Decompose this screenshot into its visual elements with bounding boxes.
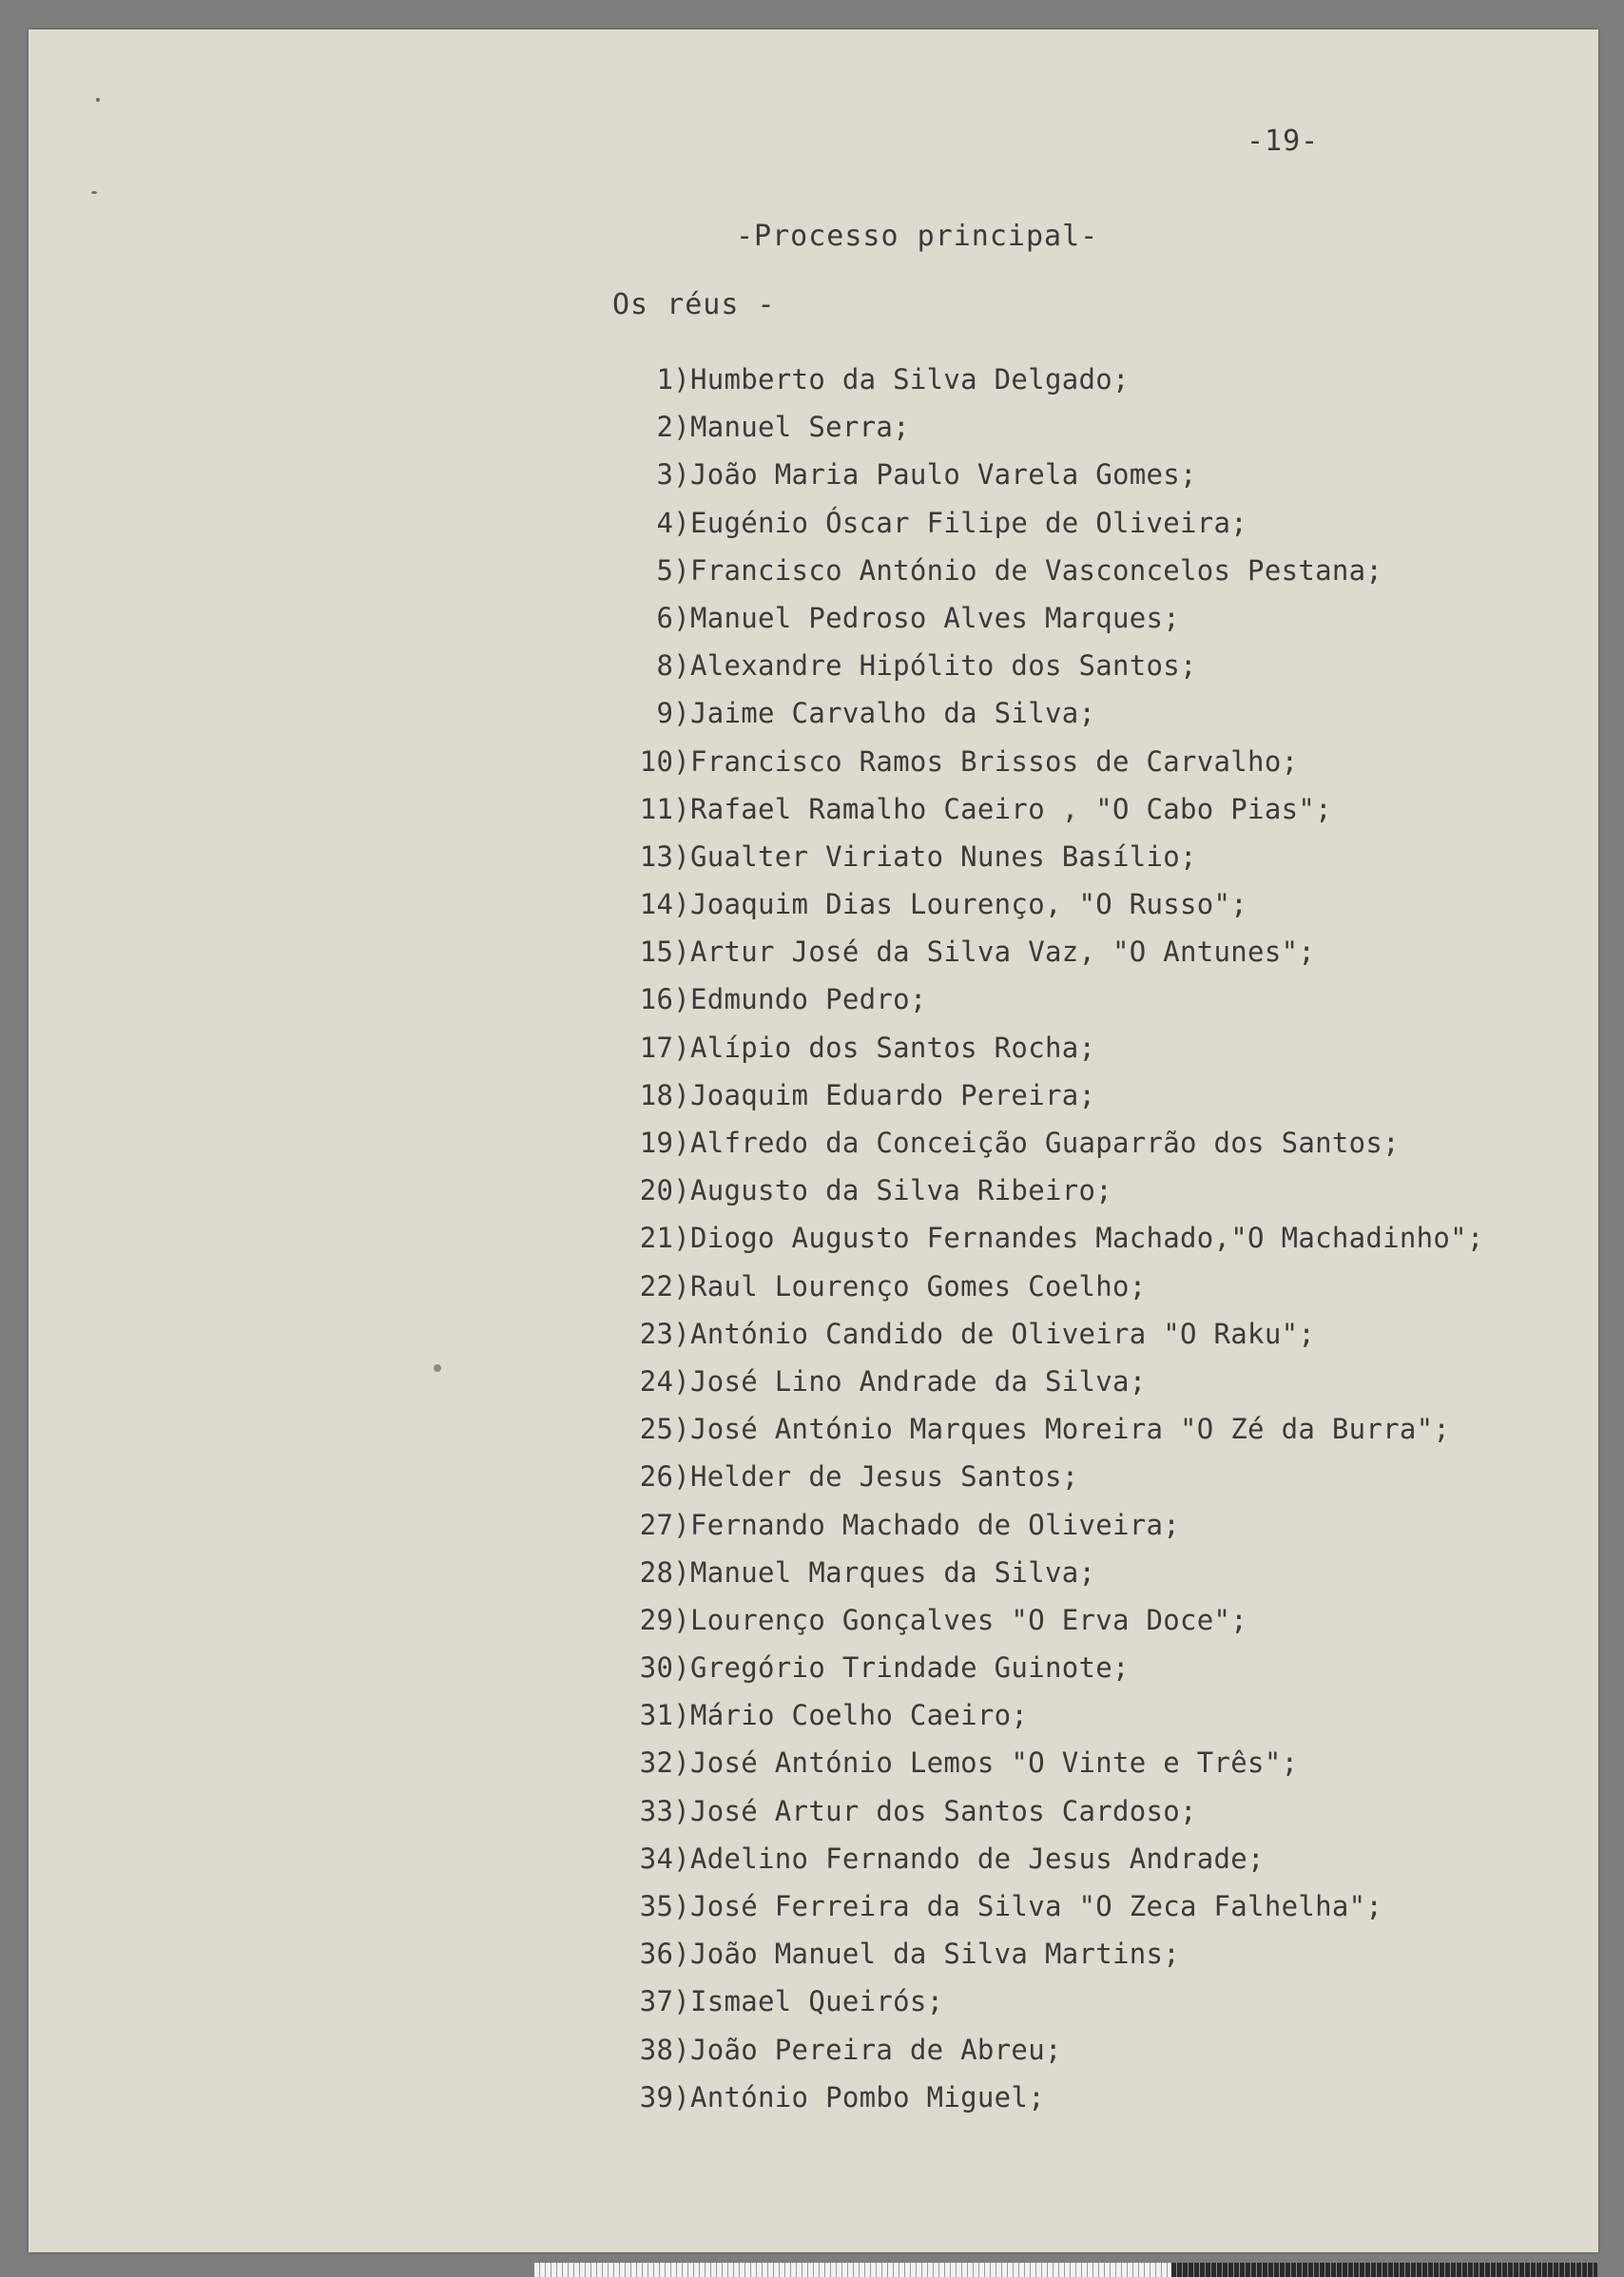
- defendant-number: 21): [639, 1222, 690, 1255]
- defendant-number: 31): [639, 1699, 690, 1732]
- defendant-name: José António Marques Moreira "O Zé da Burra";: [690, 1413, 1451, 1446]
- defendant-name: Eugénio Óscar Filipe de Oliveira;: [690, 506, 1248, 539]
- defendant-entry: [637, 1263, 1484, 1310]
- defendant-number: 13): [639, 839, 690, 873]
- defendant-name: Rafael Ramalho Caeiro , "O Cabo Pias";: [690, 792, 1332, 825]
- defendant-number: 5): [656, 553, 690, 587]
- defendant-number: 35): [639, 1890, 690, 1922]
- defendant-number: 2): [656, 411, 690, 444]
- defendant-entry: [637, 1596, 1484, 1644]
- defendant-name: Francisco António de Vasconcelos Pestana;: [690, 553, 1383, 587]
- defendant-entry: [637, 1167, 1484, 1214]
- defendant-name: João Pereira de Abreu;: [690, 2033, 1062, 2066]
- defendant-number: 4): [656, 506, 690, 539]
- defendant-entry: [637, 1358, 1484, 1405]
- defendant-number: 34): [639, 1842, 690, 1875]
- defendant-name: Alípio dos Santos Rocha;: [690, 1031, 1096, 1064]
- defendant-number: 1): [656, 363, 690, 396]
- defendant-name: Jaime Carvalho da Silva;: [690, 697, 1096, 730]
- defendant-name: Manuel Pedroso Alves Marques;: [690, 601, 1181, 634]
- defendant-entry: [637, 738, 1484, 785]
- defendant-entry: [637, 1787, 1484, 1835]
- defendant-name: Alfredo da Conceição Guaparrão dos Santos;: [690, 1127, 1400, 1159]
- defendant-entry: [637, 499, 1484, 547]
- defendant-name: Mário Coelho Caeiro;: [690, 1699, 1029, 1732]
- defendant-name: Artur José da Silva Vaz, "O Antunes";: [690, 936, 1316, 969]
- defendant-entry: [637, 1549, 1484, 1596]
- defendant-number: 32): [639, 1746, 690, 1780]
- defendant-entry: [637, 1978, 1484, 2025]
- defendant-entry: [637, 880, 1484, 928]
- defendants-intro: Os réus -: [612, 288, 776, 321]
- defendant-number: 9): [656, 697, 690, 730]
- defendant-entry: [637, 1644, 1484, 1691]
- defendant-entry: [637, 975, 1484, 1023]
- defendant-entry: [637, 1882, 1484, 1930]
- defendant-number: 14): [639, 888, 690, 921]
- defendant-entry: [637, 1691, 1484, 1739]
- defendant-name: Joaquim Dias Lourenço, "O Russo";: [690, 888, 1248, 921]
- defendant-number: 28): [639, 1555, 690, 1589]
- defendant-name: António Candido de Oliveira "O Raku";: [690, 1317, 1316, 1350]
- defendant-number: 8): [656, 649, 690, 683]
- defendant-name: Raul Lourenço Gomes Coelho;: [690, 1269, 1147, 1303]
- defendant-name: Helder de Jesus Santos;: [690, 1460, 1079, 1494]
- defendant-entry: [637, 1214, 1484, 1262]
- defendant-name: Humberto da Silva Delgado;: [690, 363, 1130, 396]
- defendant-number: 23): [639, 1317, 690, 1350]
- defendant-name: Adelino Fernando de Jesus Andrade;: [690, 1842, 1265, 1875]
- defendant-number: 30): [639, 1651, 690, 1685]
- defendant-number: 19): [639, 1127, 690, 1159]
- defendant-entry: [637, 1501, 1484, 1549]
- defendant-name: Ismael Queirós;: [690, 1985, 944, 2018]
- defendant-name: Gregório Trindade Guinote;: [690, 1651, 1130, 1685]
- defendant-entry: [637, 1405, 1484, 1453]
- defendant-entry: [637, 1024, 1484, 1071]
- defendant-name: Diogo Augusto Fernandes Machado,"O Machadinho";: [690, 1222, 1484, 1255]
- defendant-name: Francisco Ramos Brissos de Carvalho;: [690, 744, 1299, 778]
- defendant-number: 11): [639, 792, 690, 825]
- defendant-name: João Manuel da Silva Martins;: [690, 1938, 1181, 1971]
- defendant-number: 36): [639, 1938, 690, 1971]
- defendant-name: Joaquim Eduardo Pereira;: [690, 1078, 1096, 1111]
- defendant-number: 20): [639, 1174, 690, 1207]
- defendant-number: 10): [639, 744, 690, 778]
- defendant-number: 37): [639, 1985, 690, 2018]
- defendant-number: 15): [639, 936, 690, 969]
- defendant-name: Edmundo Pedro;: [690, 983, 927, 1016]
- defendant-number: 33): [639, 1794, 690, 1827]
- defendant-number: 3): [656, 458, 690, 492]
- defendant-entry: [637, 833, 1484, 880]
- defendant-name: Manuel Serra;: [690, 411, 910, 444]
- defendant-number: 27): [639, 1508, 690, 1541]
- defendant-name: João Maria Paulo Varela Gomes;: [690, 458, 1197, 492]
- defendant-number: 24): [639, 1364, 690, 1398]
- defendant-entry: [637, 1835, 1484, 1882]
- defendant-entry: [637, 1310, 1484, 1358]
- defendant-name: Gualter Viriato Nunes Basílio;: [690, 839, 1197, 873]
- defendant-number: 16): [639, 983, 690, 1016]
- defendant-entry: [637, 1119, 1484, 1167]
- defendant-name: José Ferreira da Silva "O Zeca Falhelha";: [690, 1890, 1383, 1922]
- defendant-number: 18): [639, 1078, 690, 1111]
- page-number: -19-: [1247, 125, 1320, 158]
- defendant-number: 6): [656, 601, 690, 634]
- defendant-name: José Artur dos Santos Cardoso;: [690, 1794, 1197, 1827]
- defendant-list: [637, 356, 1484, 2121]
- defendant-entry: [637, 1739, 1484, 1786]
- scale-ruler-dark: [1171, 2263, 1597, 2277]
- defendant-entry: [637, 689, 1484, 737]
- defendant-entry: [637, 785, 1484, 833]
- defendant-entry: [637, 928, 1484, 975]
- defendant-name: Manuel Marques da Silva;: [690, 1555, 1096, 1589]
- paper-speck: [96, 98, 100, 102]
- defendant-entry: [637, 403, 1484, 451]
- defendant-entry: [637, 356, 1484, 403]
- defendant-number: 39): [639, 2080, 690, 2113]
- defendant-entry: [637, 1071, 1484, 1119]
- defendant-entry: [637, 451, 1484, 498]
- defendant-entry: [637, 594, 1484, 642]
- defendant-name: Augusto da Silva Ribeiro;: [690, 1174, 1112, 1207]
- defendant-name: Lourenço Gonçalves "O Erva Doce";: [690, 1603, 1248, 1636]
- defendant-number: 29): [639, 1603, 690, 1636]
- defendant-number: 38): [639, 2033, 690, 2066]
- defendant-entry: [637, 547, 1484, 594]
- defendant-entry: [637, 2026, 1484, 2074]
- defendant-number: 22): [639, 1269, 690, 1303]
- defendant-number: 17): [639, 1031, 690, 1064]
- defendant-entry: [637, 1930, 1484, 1978]
- document-page: [29, 29, 1598, 2252]
- defendant-name: José Lino Andrade da Silva;: [690, 1364, 1147, 1398]
- paper-speck: [91, 191, 97, 194]
- document-heading: -Processo principal-: [736, 220, 1099, 253]
- defendant-number: 26): [639, 1460, 690, 1494]
- defendant-entry: [637, 1453, 1484, 1500]
- paper-speck: [434, 1364, 441, 1372]
- defendant-number: 25): [639, 1413, 690, 1446]
- defendant-entry: [637, 2074, 1484, 2121]
- defendant-name: José António Lemos "O Vinte e Três";: [690, 1746, 1299, 1780]
- defendant-entry: [637, 642, 1484, 689]
- defendant-name: Fernando Machado de Oliveira;: [690, 1508, 1181, 1541]
- defendant-name: António Pombo Miguel;: [690, 2080, 1045, 2113]
- defendant-name: Alexandre Hipólito dos Santos;: [690, 649, 1197, 683]
